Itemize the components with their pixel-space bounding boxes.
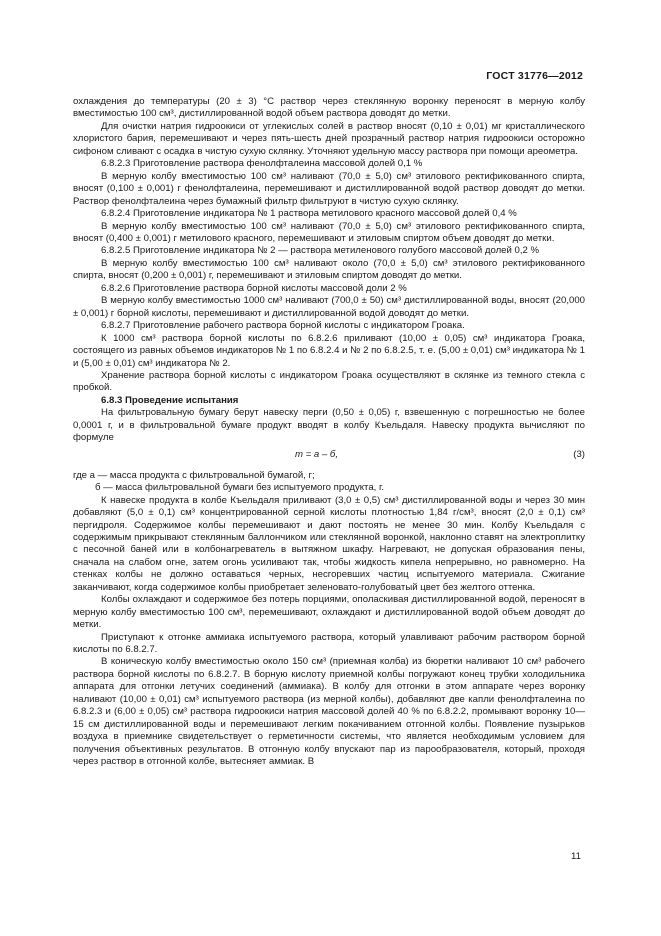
paragraph: К 1000 см³ раствора борной кислоты по 6.8.2.6 приливают (10,00 ± 0,05) см³ индикатора Гроака, состоящего из равных объемов индикаторов № 1 по 6.8.2.4 и № 2 по 6.8.2.5, т. е. (5,00 ± 0,01) см³ индикатора № 1 и (5,00 ± 0,01) см³ индикатора № 2. — [73, 332, 585, 369]
section-heading-bold: 6.8.3 Проведение испытания — [101, 394, 239, 406]
section-heading: 6.8.2.5 Приготовление индикатора № 2 — раствора метиленового голубого массовой долей 0,2 % — [101, 245, 540, 257]
paragraph: В мерную колбу вместимостью 100 см³ наливают (70,0 ± 5,0) см³ этилового ректификованного спирта, вносят (0,400 ± 0,001) г метилового красного, перемешивают и этиловым спиртом объем доводят до метки. — [73, 220, 585, 244]
formula-legend-a: где а — масса продукта с фильтровальной бумагой, г; — [73, 469, 315, 481]
document-body — [73, 96, 585, 769]
paragraph: Приступают к отгонке аммиака испытуемого раствора, который улавливают рабочим раствором борной кислоты по 6.8.2.7. — [73, 631, 585, 656]
paragraph: охлаждения до температуры (20 ± 3) °С раствор через стеклянную воронку переносят в мерную колбу вместимостью 100 см³, дистиллированной водой объем раствора доводят до метки. — [73, 96, 585, 120]
formula-expression: m = a – б, — [295, 448, 338, 460]
paragraph: В мерную колбу вместимостью 100 см³ наливают (70,0 ± 5,0) см³ этилового ректификованного спирта, вносят (0,100 ± 0,001) г фенолфталеина, перемешивают и дистиллированной водой раствор доводят до метки. Раствор фенолфталеина через бумажный фильтр фильтруют в чистую сухую склянку. — [73, 170, 585, 207]
formula — [73, 449, 585, 462]
paragraph: Колбы охлаждают и содержимое без потерь порциями, ополаскивая дистиллированной водой, переносят в мерную колбу вместимостью 100 см³, перемешивают, охлаждают и дистиллированной водой объем доводят до метки. — [73, 594, 585, 631]
paragraph: На фильтровальную бумагу берут навеску перги (0,50 ± 0,05) г, взвешенную с погрешностью не более 0,0001 г, и в фильтровальной бумаге продукт вводят в колбу Къельдаля. Навеску продукта вычисляют по формуле — [73, 407, 585, 444]
page-number: 11 — [571, 851, 581, 862]
paragraph: В коническую колбу вместимостью около 150 см³ (приемная колба) из бюретки наливают 10 см³ рабочего раствора борной кислоты по 6.8.2.7. В борную кислоту приемной колбы погружают конец трубки холодильника аппарата для отгонки летучих соединений (аммиака). В колбу для отгонки в этом аппарате через воронку наливают (10,00 ± 0,01) см³ испытуемого раствора (из мерной колбы), добавляют две капли фенолфталеина по 6.8.2.3 и (6,00 ± 0,05) см³ раствора гидроокиси натрия массовой долей 40 % по 6.8.2.2, промывают воронку 10—15 см дистиллированной воды и перемешивают легким покачиванием отгонной колбы. Появление пузырьков воздуха в приемнике свидетельствует о герметичности системы, что является необходимым условием для получения объективных результатов. В отгонную колбу впускают пар из парообразователя, который, проходя через раствор в отгонной колбе, вытесняет аммиак. В — [73, 656, 585, 768]
section-heading: 6.8.2.6 Приготовление раствора борной кислоты массовой доли 2 % — [101, 282, 407, 294]
section-heading: 6.8.2.4 Приготовление индикатора № 1 раствора метилового красного массовой долей 0,4 % — [101, 208, 517, 220]
paragraph: В мерную колбу вместимостью 1000 см³ наливают (700,0 ± 50) см³ дистиллированной воды, вносят (20,000 ± 0,001) г борной кислоты, перемешивают и дистиллированной водой доводят до метки. — [73, 295, 585, 319]
formula-legend-b: б — масса фильтровальной бумаги без испытуемого продукта, г. — [95, 482, 384, 494]
section-heading: 6.8.2.7 Приготовление рабочего раствора борной кислоты с индикатором Гроака. — [101, 320, 465, 332]
section-heading: 6.8.2.3 Приготовление раствора фенолфталеина массовой долей 0,1 % — [101, 158, 423, 170]
paragraph: Для очистки натрия гидроокиси от углекислых солей в раствор вносят (0,10 ± 0,01) мг кристаллического хлористого бария, перемешивают и через пять-шесть дней прозрачный раствор натрия гидроокиси осторожно сифоном сливают с осадка в чистую сухую склянку. Уточняют удельную массу раствора при помощи ареометра. — [73, 120, 585, 157]
formula-number: (3) — [573, 448, 585, 460]
paragraph: К навеске продукта в колбе Къельдаля приливают (3,0 ± 0,5) см³ дистиллированной воды и через 30 мин добавляют (5,0 ± 0,1) см³ концентрированной серной кислоты плотностью 1,84 г/см³, вносят (2,0 ± 0,1) см³ пергидроля. Содержимое колбы перемешивают и дают постоять не менее 30 мин. Колбу Къельдаля с содержимым прикрывают стеклянным баллончиком или стеклянной воронкой, наклонно ставят на электроплитку с песочной баней или в колбонагреватель в вытяжном шкафу. Нагревают, не допуская образования пены, сначала на слабом огне, затем огонь усиливают так, чтобы жидкость кипела непрерывно, но равномерно. На стенках колбы не должно оставаться черных, несгоревших частиц испытуемого материала. Сжигание заканчивают, когда содержимое колбы приобретает зеленовато-голубоватый цвет без желтого оттенка. — [73, 494, 585, 593]
standard-header: ГОСТ 31776—2012 — [486, 70, 583, 82]
paragraph: В мерную колбу вместимостью 100 см³ наливают около (70,0 ± 5,0) см³ этилового ректификованного спирта, вносят (0,200 ± 0,001) г, перемешивают и этиловым спиртом доводят до метки. — [73, 257, 585, 282]
paragraph: Хранение раствора борной кислоты с индикатором Гроака осуществляют в склянке из темного стекла с пробкой. — [73, 369, 585, 394]
